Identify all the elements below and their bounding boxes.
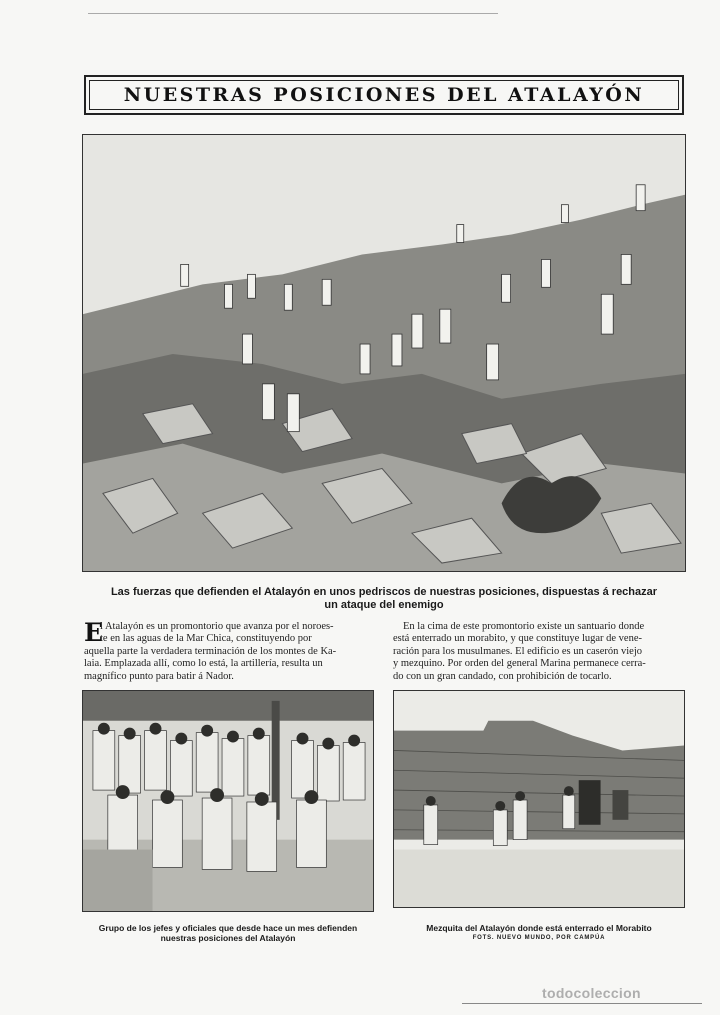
article-dropcap: E (84, 618, 104, 647)
article-left-line-5: magnífico punto para batir á Nador. (84, 670, 234, 682)
top-rule (88, 13, 498, 14)
main-caption-line-2: un ataque del enemigo (324, 599, 444, 611)
article-right-line-2: está enterrado un morabito, y que constituye lugar de vene- (393, 633, 642, 645)
main-photo-caption (82, 586, 686, 612)
page-title: NUESTRAS POSICIONES DEL ATALAYÓN (89, 80, 679, 110)
watermark: todocoleccion (542, 985, 641, 1001)
title-frame (84, 75, 684, 115)
officers-caption-line-1: Grupo de los jefes y oficiales que desde hace un mes defienden (98, 923, 358, 933)
article-left-line-2: te en las aguas de la Mar Chica, constituyendo por (100, 633, 312, 645)
mosque-caption-line-1: Mezquita del Atalayón donde está enterrado el Morabito (426, 923, 652, 933)
main-photo (82, 134, 686, 572)
article-right-line-4: y mezquino. Por orden del general Marina permanece cerra- (393, 658, 646, 670)
mosque-photo-caption (392, 923, 686, 943)
bottom-rule (462, 1003, 702, 1004)
article-right-line-3: ración para los musulmanes. El edificio es un caserón viejo (393, 645, 643, 657)
officers-caption-line-2: nuestras posiciones del Atalayón (160, 933, 296, 943)
article-column-left (84, 618, 376, 683)
officers-photo (82, 690, 374, 912)
mosque-photo (393, 690, 685, 908)
article-left-line-4: laia. Emplazada allí, como lo está, la artillería, resulta un (84, 658, 323, 670)
article-right-line-1: En la cima de este promontorio existe un santuario donde (403, 621, 645, 632)
article-column-right (393, 621, 685, 683)
main-caption-line-1: Las fuerzas que defienden el Atalayón en unos pedriscos de nuestras posiciones, dispuestas á rechazar (110, 586, 658, 598)
article-left-line-3: aquella parte la verdadera terminación de los montes de Ka- (84, 645, 337, 657)
article-right-line-5: do con un gran candado, con prohibición de tocarlo. (393, 670, 612, 682)
photo-credit: FOTS. NUEVO MUNDO, POR CAMPÚA (472, 935, 606, 941)
article-left-line-1: l Atalayón es un promontorio que avanza por el noroes- (100, 621, 334, 632)
officers-photo-caption (82, 923, 374, 943)
